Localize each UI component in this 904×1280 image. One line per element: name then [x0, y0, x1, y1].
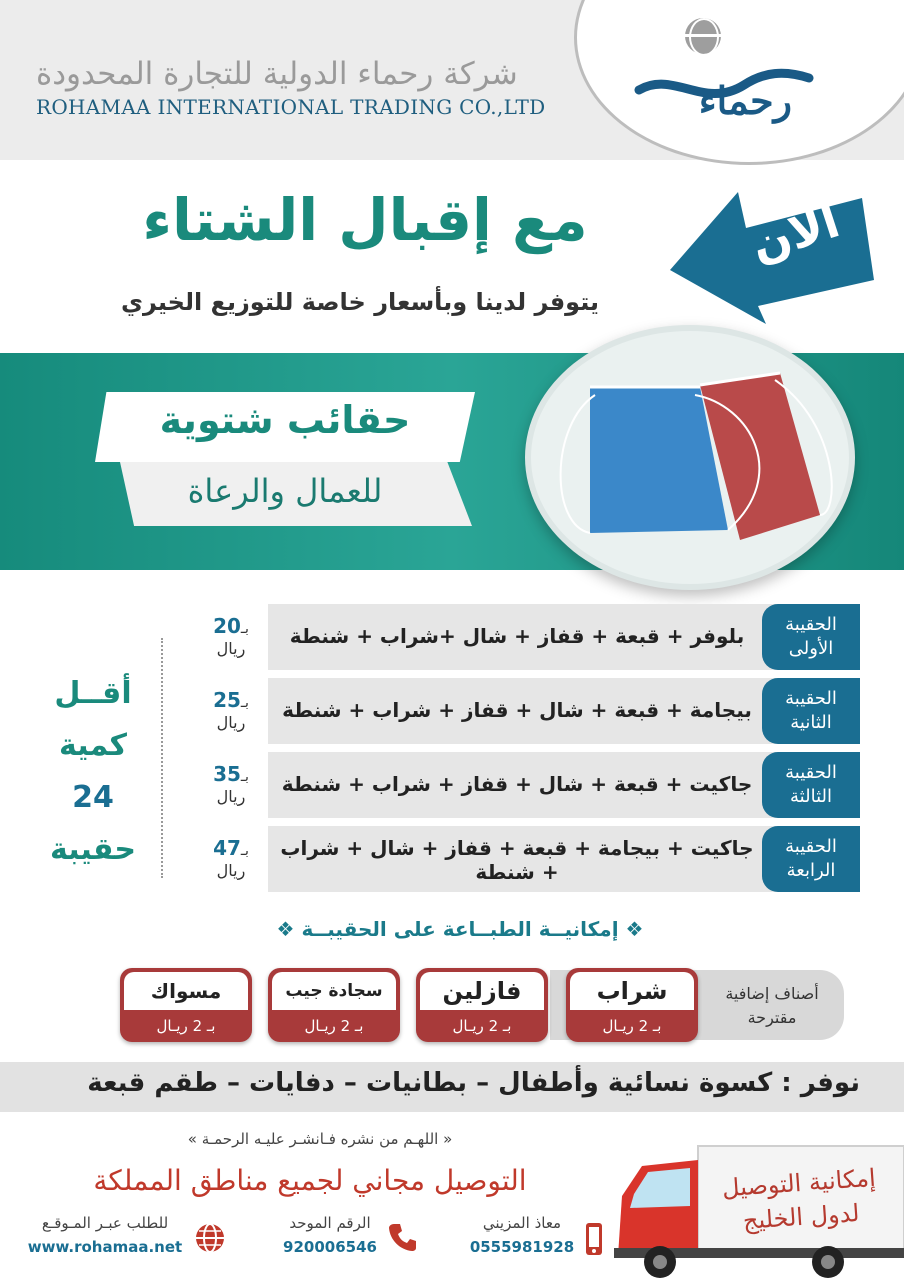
extra-item-name: شراب: [570, 972, 694, 1010]
company-name-arabic: شركة رحماء الدولية للتجارة المحدودة: [36, 56, 518, 92]
extra-item-card: [416, 968, 548, 1042]
bag-items: بلوفر + قبعة + قفاز + شال +شراب + شنطة: [289, 624, 745, 648]
price-prefix: بـ: [240, 769, 249, 785]
bag-label: الحقيبة الرابعة: [762, 826, 860, 892]
price-unit: ريال: [216, 861, 246, 880]
price-unit: ريال: [216, 639, 246, 658]
extra-item-price: بـ 2 ريـال: [602, 1017, 662, 1035]
price-value: 47: [213, 836, 241, 860]
printing-note: ❖ إمكانيــة الطبــاعة على الحقيبــة ❖: [276, 917, 644, 941]
extra-item-card: [120, 968, 252, 1042]
contact-label: معاذ المزيني: [482, 1214, 562, 1232]
price-value: 20: [213, 614, 241, 638]
logo-wordmark: رحماء: [698, 78, 792, 123]
price-value: 35: [213, 762, 241, 786]
price-unit: ريال: [216, 713, 246, 732]
contact-label: للطلب عبـر المـوقـع: [41, 1214, 169, 1232]
bag-price: [200, 690, 262, 733]
free-delivery-text: التوصيل مجاني لجميع مناطق المملكة: [93, 1164, 527, 1197]
bag-label: الحقيبة الثانية: [762, 678, 860, 744]
extra-item-name: سجادة جيب: [272, 972, 396, 1010]
minimum-quantity: [38, 668, 148, 876]
banner-title: حقائب شتوية: [159, 398, 411, 442]
price-prefix: بـ: [240, 695, 249, 711]
bag-items: جاكيت + قبعة + شال + قفاز + شراب + شنطة: [281, 772, 753, 796]
bag-label: الحقيبة الأولى: [762, 604, 860, 670]
extra-item-name: مسواك: [124, 972, 248, 1010]
also-available-text: نوفر : كسوة نسائية وأطفال – بطانيات – دفايات – طقم قبعة: [87, 1068, 860, 1098]
extra-item-price: بـ 2 ريـال: [304, 1017, 364, 1035]
subtitle: يتوفر لدينا وبأسعار خاصة للتوزيع الخيري: [120, 288, 600, 316]
extra-item-price: بـ 2 ريـال: [156, 1017, 216, 1035]
bag-price: [200, 838, 262, 881]
price-unit: ريال: [216, 787, 246, 806]
extra-item-price: بـ 2 ريـال: [452, 1017, 512, 1035]
contact-value: 0555981928: [469, 1238, 575, 1256]
min-qty-line1: أقــل: [54, 676, 132, 711]
gulf-delivery-line1: إمكانية التوصيل: [721, 1163, 877, 1203]
globe-icon: [194, 1222, 226, 1254]
extra-item-card: [566, 968, 698, 1042]
phone-icon: [388, 1222, 418, 1252]
bag-items: جاكيت + بيجامة + قبعة + قفاز + شال + شراب + شنطة: [280, 836, 754, 884]
min-qty-line3: حقيبة: [50, 832, 136, 867]
extras-label: أصناف إضافية مقترحة: [725, 984, 819, 1027]
gulf-delivery-line2: لدول الخليج: [741, 1198, 861, 1235]
min-qty-line2: كمية: [59, 728, 127, 763]
bag-items: بيجامة + قبعة + شال + قفاز + شراب + شنطة: [282, 698, 752, 722]
price-prefix: بـ: [240, 843, 249, 859]
extra-item-card: [268, 968, 400, 1042]
bag-price: [200, 616, 262, 659]
bag-price: [200, 764, 262, 807]
gulf-delivery-text: [698, 1159, 902, 1241]
bag-label: الحقيبة الثالثة: [762, 752, 860, 818]
contact-value[interactable]: www.rohamaa.net: [27, 1238, 183, 1256]
company-name-english: ROHAMAA INTERNATIONAL TRADING CO.,LTD: [36, 95, 546, 119]
contact-mobile: [466, 1214, 578, 1256]
extra-item-name: فازلين: [420, 972, 544, 1010]
price-prefix: بـ: [240, 621, 249, 637]
globe-logo-icon: [685, 18, 721, 54]
now-label: الآن: [744, 193, 846, 273]
prayer-text: « اللهـم من نشره فـانشـر عليـه الرحمـة »: [187, 1130, 453, 1148]
main-title: مع إقبال الشتاء: [142, 186, 588, 254]
banner-subtitle: للعمال والرعاة: [187, 472, 383, 510]
price-value: 25: [213, 688, 241, 712]
contact-value: 920006546: [283, 1238, 377, 1256]
contact-unified-number: [276, 1214, 384, 1256]
drawstring-bags-image: [550, 365, 840, 565]
dotted-divider: [161, 638, 163, 878]
min-qty-number: 24: [72, 780, 114, 815]
contact-website: [20, 1214, 190, 1256]
mobile-icon: [584, 1222, 604, 1256]
contact-label: الرقم الموحد: [289, 1214, 371, 1232]
